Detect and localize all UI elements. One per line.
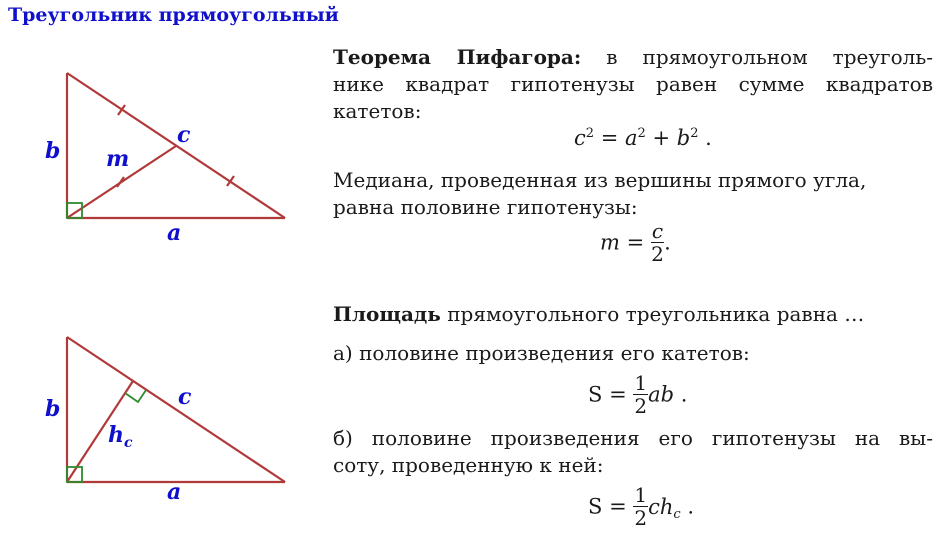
area-formula-b: S = $\frac{1}{2}$ $ch_c$ .: [588, 483, 695, 530]
triangle-median-figure: [0, 60, 310, 260]
label-m: m: [106, 146, 130, 172]
pythagoras-text: Теорема Пифагора: в прямоугольном треуголь- нике квадрат гипотенузы равен сумме квадратов катетов:: [333, 45, 933, 123]
median-text: Медиана, проведенная из вершины прямого угла, равна половине гипотенузы:: [333, 168, 867, 219]
altitude-right-angle-mark: [125, 390, 146, 402]
area-heading: Площадь прямоугольного треугольника равна …: [333, 302, 865, 326]
page-title: Треугольник прямоугольный: [8, 4, 339, 26]
label-c: c: [178, 384, 192, 410]
pythagoras-bold: Теорема Пифагора:: [333, 45, 582, 69]
label-h: $h_c$: [108, 422, 133, 451]
area-item-a: а) половине произведения его катетов:: [333, 341, 750, 365]
label-b: b: [45, 138, 61, 164]
label-b: b: [45, 396, 61, 422]
label-a: a: [167, 220, 182, 246]
label-c: c: [177, 122, 191, 148]
hypotenuse: [67, 337, 285, 482]
area-formula-a: S = $\frac{1}{2}$ ab .: [588, 371, 688, 418]
area-item-b: б) половине произведения его гипотенузы на вы- соту, проведенную к ней:: [333, 426, 933, 477]
label-a: a: [167, 479, 182, 505]
triangle-altitude-figure: [0, 320, 310, 520]
median-formula: m = $\frac{c}{2}$ .: [600, 219, 671, 266]
pythagoras-formula: $c^2 = a^2 + b^2$ .: [574, 126, 712, 150]
